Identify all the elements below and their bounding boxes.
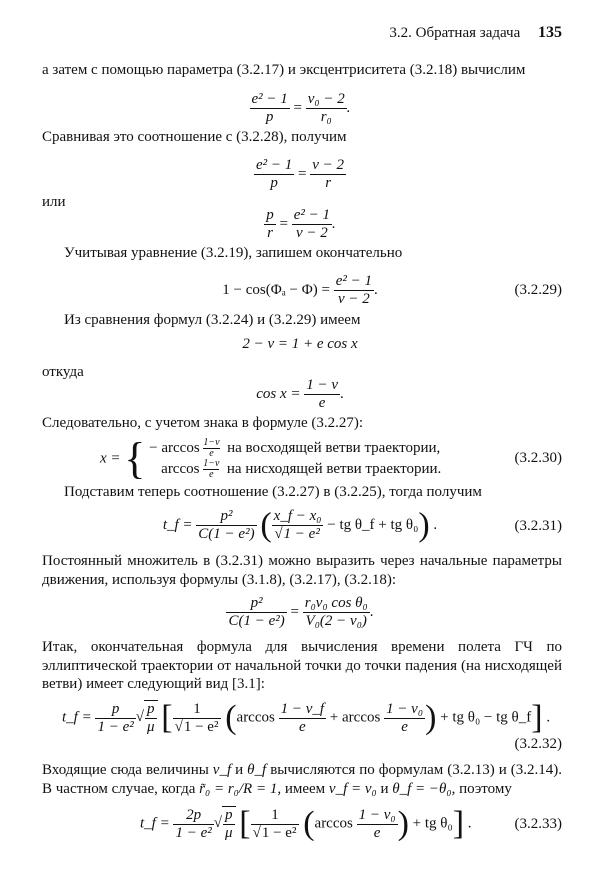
paragraph: Следовательно, с учетом знака в формуле (3.2.27): <box>42 415 364 431</box>
paragraph: Постоянный множитель в (3.2.31) можно выразить через начальные параметры движения, используя формулы (3.1.8), (3.2.17), (3.2.18): <box>42 553 562 588</box>
equation: $\frac{\text{e² − 1}}{p}$ = $\frac{\text{ν₀ − 2}}{\text{r₀}}$ . <box>251 91 351 125</box>
equation-number: (3.2.32) <box>514 736 562 752</box>
paragraph: Подставим теперь соотношение (3.2.27) в (3.2.25), тогда получим <box>64 484 482 500</box>
equation-number: (3.2.33) <box>514 816 562 832</box>
paragraph: а затем с помощью параметра (3.2.17) и эксцентриситета (3.2.18) вычислим <box>42 62 526 78</box>
equation-number: (3.2.31) <box>514 518 562 534</box>
paragraph: Сравнивая это соотношение с (3.2.28), получим <box>42 129 347 145</box>
equation: cos x = $\frac{1 - \nu}{e}$ . <box>256 377 344 411</box>
equation: $\frac{\text{p²}}{\text{C(1 − e²)}}$ = $\frac{\text{r₀ν₀ cos θ₀}}{\text{V₀(2 − ν₀)}}$ . <box>228 595 374 629</box>
page-number: 135 <box>538 24 562 41</box>
equation-number: (3.2.30) <box>514 450 562 466</box>
equation-3-2-30: x = { − arccos $\frac{1-\nu}{e}$ на восходящей ветви траектории, arccos $\frac{1-\nu}{e}$ на нисходящей ветви траектории. <box>100 434 442 484</box>
equation-number: (3.2.29) <box>514 282 562 298</box>
equation-3-2-32: t_f = $\frac{p}{\text{1 − e²}}$ √ $\frac{p}{\mu}$ [ $\frac{1}{\text{√1 − e²}}$ (arccos $\frac{1 - \nu\_f}{e}$ + arccos $\frac{\text{1 − ν₀}}{e}$ ) + tg θ₀ − tg θ_f] . <box>62 699 551 736</box>
section-title: 3.2. Обратная задача <box>389 25 521 41</box>
equation-3-2-29: 1 − cos(Φₐ − Φ) = $\frac{\text{e² − 1}}{\nu - 2}$ . (3.2.29) <box>222 273 562 307</box>
equation-3-2-33: t_f = $\frac{2p}{\text{1 − e²}}$ √ $\frac{p}{\mu}$ [ $\frac{1}{\text{√1 − e²}}$ (arccos $\frac{\text{1 − ν₀}}{e}$ ) + tg θ₀] . <box>140 805 472 842</box>
paragraph: Из сравнения формул (3.2.24) и (3.2.29) имеем <box>64 312 361 328</box>
paragraph: или <box>42 194 66 210</box>
running-header <box>42 24 562 43</box>
equation: $\frac{\text{e² − 1}}{p}$ = $\frac{\nu - 2}{r}$ <box>255 157 345 191</box>
paragraph: откуда <box>42 364 84 380</box>
paragraph: Итак, окончательная формула для вычисления времени полета ГЧ по эллиптической траектории от начальной точки до точки падения (на нисходящей ветви) имеет следующий вид [3.1]: <box>42 639 562 692</box>
paragraph: Учитывая уравнение (3.2.19), запишем окончательно <box>64 245 403 261</box>
paragraph: Входящие сюда величины ν_f и θ_f вычисляются по формулам (3.2.13) и (3.2.14). В частном случае, когда r̃₀ = r₀/R = 1, имеем ν_f = ν₀ и θ_f = −θ₀, поэтому <box>42 762 563 797</box>
equation-3-2-31: t_f = $\frac{\text{p²}}{\text{C(1 − e²)}}$ ( $\frac{\text{x\_f − x₀}}{\text{√1 − e²}}$ − tg θ_f + tg θ₀) . (3.2.31) <box>162 506 562 544</box>
equation: 2 − ν = 1 + e cos x <box>242 336 358 352</box>
equation: $\frac{p}{r}$ = $\frac{\text{e² − 1}}{\nu - 2}$ . <box>266 207 336 241</box>
